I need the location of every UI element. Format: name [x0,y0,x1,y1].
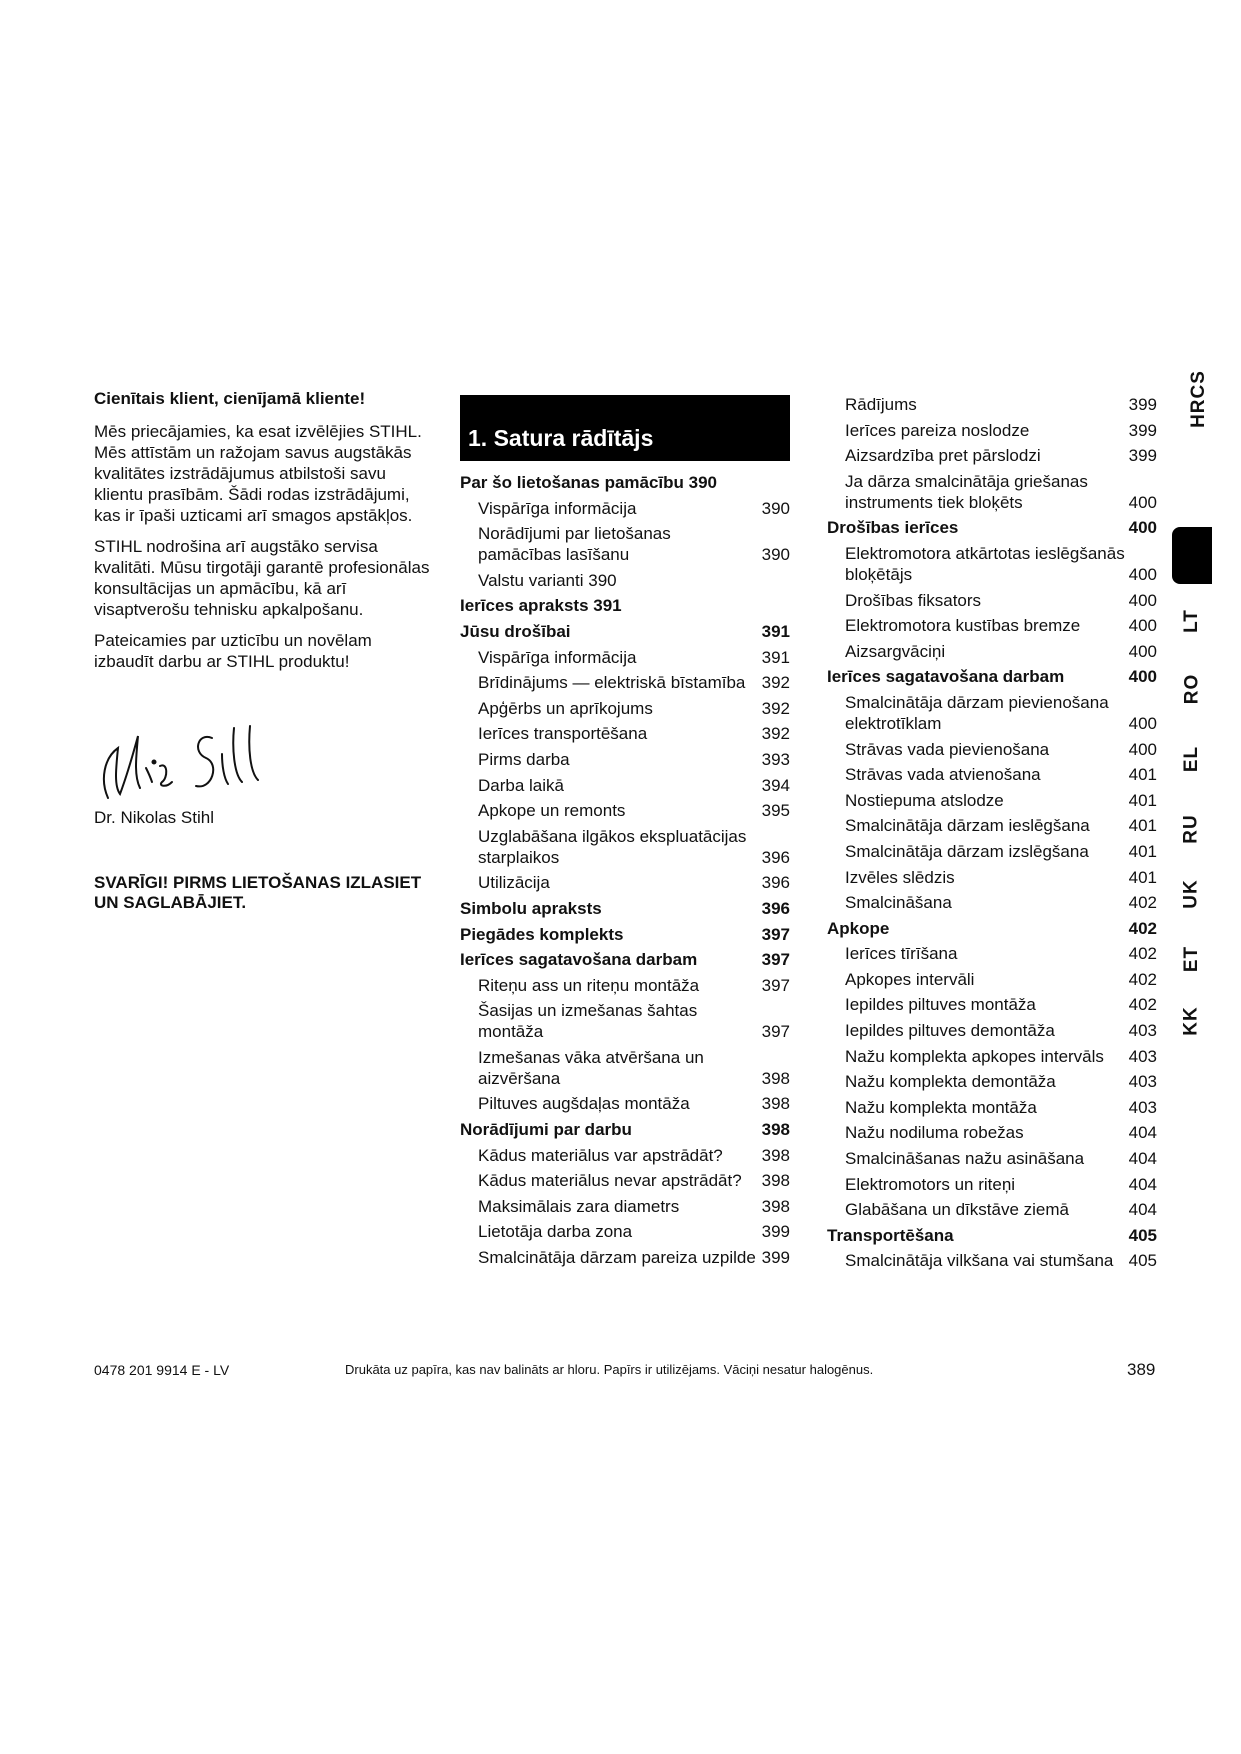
toc-entry [460,975,790,996]
toc-entry [460,647,790,668]
toc-entry [460,775,790,796]
signature-name: Dr. Nikolas Stihl [94,808,214,827]
toc-entry [460,498,790,519]
language-tab-text: RO [1181,673,1202,705]
toc-title: Apkope [827,918,890,938]
toc-page: 395 [761,801,790,821]
toc-title: Glabāšana un dīkstāve ziemā [845,1200,1069,1220]
toc-page: 396 [761,847,790,867]
toc-entry [827,994,1157,1015]
toc-title: Strāvas vada atvienošana [845,765,1041,785]
toc-entry [460,1221,790,1242]
toc-title: Smalcināšanas nažu asināšana [845,1149,1085,1169]
toc-entry [460,570,790,591]
toc-entry [827,445,1157,466]
toc-title: Jūsu drošībai [460,621,571,641]
toc-entry [460,698,790,719]
toc-page: 391 [761,621,790,641]
toc-title: Transportēšana [827,1225,954,1245]
intro-paragraph: Pateicamies par uzticību un novēlam izbaudīt darbu ar STIHL produktu! [94,631,372,671]
toc-page: 397 [761,924,790,944]
toc-page: 392 [761,698,790,718]
toc-title: Lietotāja darba zona [478,1222,633,1242]
toc-page: 399 [761,1222,790,1242]
intro-paragraph: Mēs priecājamies, ka esat izvēlējies STIHL. Mēs attīstām un ražojam savus augstākās kvalitātes izstrādājumus atbilstoši savu klientu prasībām. Šādi rodas izstrādājumi, kas ir īpaši uzticami arī smagos apstākļos. [94,422,422,525]
language-tab-text: KK [1180,1006,1202,1036]
toc-page: 397 [761,1022,790,1042]
toc-page: 400 [1128,641,1157,661]
language-tab-text: UK [1180,879,1202,909]
toc-page: 400 [1128,713,1157,733]
toc-page: 400 [1128,518,1157,538]
toc-page: 398 [761,1145,790,1165]
toc-entry [827,1199,1157,1220]
greeting: Cienītais klient, cienījamā kliente! [94,389,366,408]
toc-title: Valstu varianti 390 [478,570,617,590]
toc-entry [460,872,790,893]
toc-page: 397 [761,975,790,995]
intro-text [94,388,434,682]
toc-title: Smalcinātāja dārzam pareiza uzpilde [478,1248,756,1268]
language-tab-label [1170,610,1214,632]
toc-page: 400 [1128,616,1157,636]
toc-entry [827,615,1157,636]
toc-section [827,1225,1157,1246]
toc-title: Ierīces transportēšana [478,724,648,744]
toc-title: Uzglabāšana ilgākos ekspluatācijas starplaikos [478,826,747,867]
language-tab-text: LT [1181,609,1202,633]
toc-page: 396 [761,898,790,918]
toc-page: 402 [1128,944,1157,964]
toc-page: 398 [761,1196,790,1216]
toc-title: Par šo lietošanas pamācību 390 [460,473,718,492]
toc-entry [460,749,790,770]
toc-title: Nažu komplekta apkopes intervāls [845,1046,1104,1066]
toc-title: Ja dārza smalcinātāja griešanas instruments tiek bloķēts [845,471,1088,512]
toc-column-3 [827,394,1157,1276]
toc-entry [460,826,790,868]
toc-column-2 [460,472,790,1273]
toc-page: 401 [1128,867,1157,887]
toc-title: Norādījumi par lietošanas pamācības lasīšanu [478,524,671,565]
toc-title: Strāvas vada pievienošana [845,739,1050,759]
toc-entry [460,1196,790,1217]
toc-title: Utilizācija [478,873,550,893]
toc-entry [827,764,1157,785]
toc-page: 390 [761,498,790,518]
toc-page: 392 [761,673,790,693]
toc-page: 394 [761,775,790,795]
toc-entry [460,1000,790,1042]
toc-entry [460,723,790,744]
toc-entry [460,1047,790,1089]
toc-title: Piltuves augšdaļas montāža [478,1094,690,1114]
toc-title: Ierīces pareiza noslodze [845,420,1030,440]
toc-page: 398 [761,1094,790,1114]
toc-title: Ierīces tīrīšana [845,944,958,964]
toc-title: Nažu komplekta demontāža [845,1072,1056,1092]
toc-page: 403 [1128,1021,1157,1041]
toc-title: Nažu nodiluma robežas [845,1123,1024,1143]
toc-page: 403 [1128,1097,1157,1117]
toc-title: Smalcinātāja dārzam izslēgšana [845,841,1089,861]
important-notice: SVARĪGI! PIRMS LIETOŠANAS IZLASIET UN SAGLABĀJIET. [94,873,422,912]
toc-title: Nažu komplekta montāža [845,1097,1037,1117]
toc-title: Vispārīga informācija [478,647,637,667]
toc-title: Apkope un remonts [478,801,626,821]
toc-page: 400 [1128,590,1157,610]
toc-page: 404 [1128,1200,1157,1220]
language-tab-label [1170,745,1214,773]
language-tab-label [1170,814,1214,844]
toc-title: Elektromotora atkārtotas ieslēgšanās bloķētājs [845,543,1125,584]
toc-entry [460,800,790,821]
toc-entry [827,394,1157,415]
toc-title: Brīdinājums — elektriskā bīstamība [478,673,746,693]
language-tab-label [1170,370,1214,428]
toc-entry [827,1250,1157,1271]
toc-entry [827,1148,1157,1169]
toc-entry [827,641,1157,662]
toc-title: Izvēles slēdzis [845,867,955,887]
toc-entry [460,523,790,565]
toc-title: Iepildes piltuves demontāža [845,1021,1055,1041]
toc-page: 398 [761,1120,790,1140]
toc-page: 396 [761,873,790,893]
toc-title: Izmešanas vāka atvēršana un aizvēršana [478,1047,704,1088]
toc-page: 400 [1128,564,1157,584]
toc-page: 399 [1128,446,1157,466]
toc-title: Iepildes piltuves montāža [845,995,1036,1015]
toc-heading: 1. Satura rādītājs [460,395,790,461]
toc-section [460,595,790,616]
toc-entry [827,1046,1157,1067]
language-tabs [1170,370,1214,1036]
toc-page: 402 [1128,918,1157,938]
toc-entry [460,1170,790,1191]
toc-page: 404 [1128,1174,1157,1194]
toc-title: Smalcināšana [845,893,952,913]
toc-section [460,949,790,970]
toc-title: Smalcinātāja dārzam ieslēgšana [845,816,1090,836]
toc-entry [827,1071,1157,1092]
toc-title: Ierīces sagatavošana darbam [827,667,1065,687]
toc-entry [827,1122,1157,1143]
toc-entry [827,790,1157,811]
signature-image [94,718,264,803]
toc-entry [827,969,1157,990]
toc-title: Darba laikā [478,775,564,795]
intro-paragraph: STIHL nodrošina arī augstāko servisa kvalitāti. Mūsu tirgotāji garantē profesionālas konsultācijas un apmācību, kā arī visaptverošu tehnisku apkalpošanu. [94,537,430,619]
toc-page: 391 [761,647,790,667]
language-tab-text: ET [1181,945,1202,973]
language-tab-text: EL [1181,745,1202,773]
language-tab-label [1170,1006,1214,1036]
toc-title: Aizsardzība pret pārslodzi [845,446,1041,466]
toc-page: 390 [761,545,790,565]
toc-page: 404 [1128,1149,1157,1169]
toc-section [460,924,790,945]
toc-title: Apģērbs un aprīkojums [478,698,653,718]
toc-page: 403 [1128,1072,1157,1092]
toc-section [460,621,790,642]
toc-page: 400 [1128,492,1157,512]
language-tab-label [1170,879,1214,909]
active-language-tab [1172,527,1212,584]
toc-entry [827,543,1157,585]
toc-entry [460,672,790,693]
toc-title: Kādus materiālus nevar apstrādāt? [478,1171,742,1191]
toc-entry [827,590,1157,611]
toc-title: Ierīces sagatavošana darbam [460,950,698,970]
toc-entry [827,841,1157,862]
document-code: 0478 201 9914 E - LV [94,1362,230,1378]
toc-page: 398 [761,1068,790,1088]
toc-entry [827,815,1157,836]
toc-page: 400 [1128,739,1157,759]
toc-title: Maksimālais zara diametrs [478,1196,680,1216]
toc-page: 393 [761,749,790,769]
toc-entry [827,1174,1157,1195]
toc-entry [827,420,1157,441]
toc-page: 405 [1128,1251,1157,1271]
toc-page: 405 [1128,1225,1157,1245]
toc-entry [827,1020,1157,1041]
toc-entry [827,692,1157,734]
toc-title: Piegādes komplekts [460,924,624,944]
toc-section [460,898,790,919]
toc-title: Kādus materiālus var apstrādāt? [478,1145,723,1165]
toc-title: Simbolu apraksts [460,898,602,918]
toc-entry [460,1145,790,1166]
toc-title: Drošības ierīces [827,518,959,538]
toc-page: 392 [761,724,790,744]
toc-page: 401 [1128,816,1157,836]
toc-entry [460,1247,790,1268]
toc-entry [827,892,1157,913]
language-tab-text: RU [1180,814,1202,844]
paper-note: Drukāta uz papīra, kas nav balināts ar hloru. Papīrs ir utilizējams. Vāciņi nesatur halogēnus. [345,1362,874,1377]
toc-title: Elektromotora kustības bremze [845,616,1081,636]
toc-page: 401 [1128,841,1157,861]
toc-title: Smalcinātāja dārzam pievienošana elektrotīklam [845,692,1109,733]
toc-title: Nostiepuma atslodze [845,790,1004,810]
toc-section [460,1119,790,1140]
toc-title: Šasijas un izmešanas šahtas montāža [478,1001,698,1042]
toc-page: 404 [1128,1123,1157,1143]
toc-title: Vispārīga informācija [478,498,637,518]
toc-title: Apkopes intervāli [845,969,975,989]
toc-page: 398 [761,1171,790,1191]
toc-title: Aizsargvāciņi [845,641,946,661]
toc-title: Smalcinātāja vilkšana vai stumšana [845,1251,1114,1271]
toc-page: 399 [1128,420,1157,440]
toc-section [827,666,1157,687]
toc-title: Norādījumi par darbu [460,1120,632,1140]
toc-entry [827,867,1157,888]
toc-page: 400 [1128,667,1157,687]
toc-entry [827,471,1157,513]
toc-page: 402 [1128,893,1157,913]
toc-entry [827,943,1157,964]
toc-page: 401 [1128,765,1157,785]
language-tab-label [1170,945,1214,973]
toc-section [827,517,1157,538]
toc-page: 402 [1128,969,1157,989]
toc-title: Pirms darba [478,749,570,769]
toc-page: 402 [1128,995,1157,1015]
toc-page: 401 [1128,790,1157,810]
page-number: 389 [1127,1360,1156,1379]
toc-section [827,918,1157,939]
toc-entry [827,739,1157,760]
toc-title: Drošības fiksators [845,590,982,610]
toc-entry [827,1097,1157,1118]
toc-title: Ierīces apraksts 391 [460,596,622,616]
toc-title: Elektromotors un riteņi [845,1174,1016,1194]
toc-page: 397 [761,950,790,970]
toc-page: 399 [1128,395,1157,414]
toc-section [460,472,790,493]
language-tab-text: HRCS [1187,370,1209,428]
toc-page: 403 [1128,1046,1157,1066]
language-tab-label [1170,673,1214,705]
toc-entry [460,1093,790,1114]
toc-title: Rādījums [845,395,917,414]
toc-title: Riteņu ass un riteņu montāža [478,975,700,995]
toc-page: 399 [761,1248,790,1268]
